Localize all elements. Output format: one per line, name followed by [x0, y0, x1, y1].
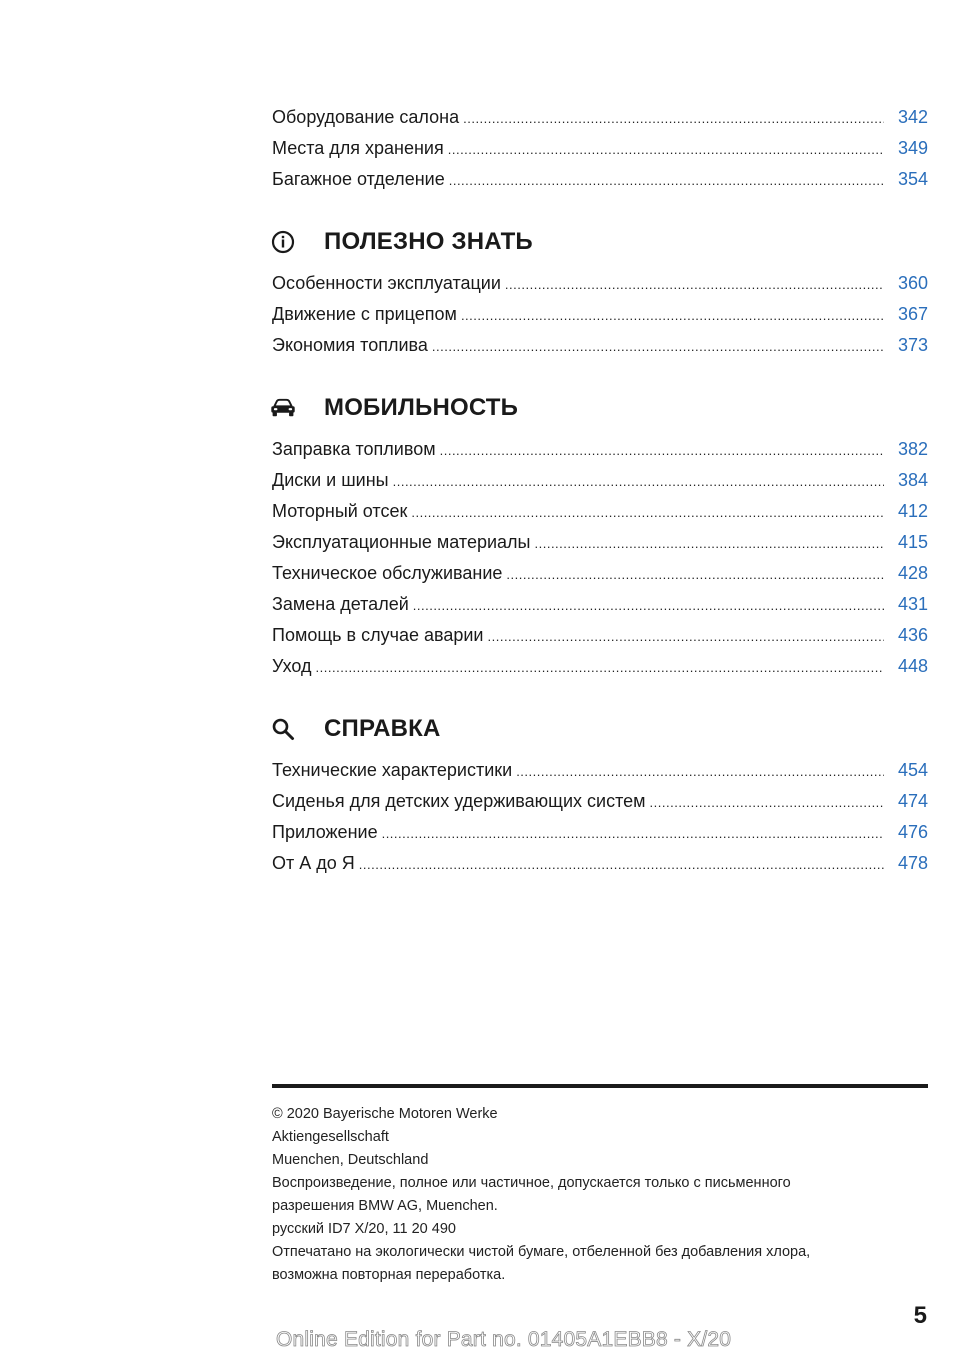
toc-entry[interactable]	[272, 530, 928, 561]
leader-dots	[413, 593, 884, 618]
toc-page-link[interactable]: 384	[897, 470, 928, 490]
leader-dots	[463, 106, 884, 131]
toc-page-link[interactable]: 478	[897, 853, 928, 873]
toc-page-link[interactable]: 431	[897, 594, 928, 614]
toc-entry-title: Места для хранения	[272, 138, 444, 158]
toc-entry-title: Техническое обслуживание	[272, 563, 503, 583]
section-heading	[270, 388, 928, 428]
info-icon	[270, 229, 296, 255]
toc-entry-title: От А до Я	[272, 853, 355, 873]
imprint-footer	[272, 1103, 928, 1287]
toc-page-link[interactable]: 412	[897, 501, 928, 521]
leader-dots	[316, 655, 884, 680]
search-icon	[270, 716, 296, 742]
leader-dots	[488, 624, 885, 649]
toc-page-link[interactable]: 474	[897, 791, 928, 811]
toc-section	[272, 388, 928, 685]
imprint-line: возможна повторная переработка.	[272, 1267, 506, 1283]
toc-entry[interactable]	[272, 136, 928, 167]
toc-page-link[interactable]: 428	[897, 563, 928, 583]
toc-section	[272, 105, 928, 198]
toc-page-link[interactable]: 415	[897, 532, 928, 552]
toc-entry[interactable]	[272, 499, 928, 530]
toc-section	[272, 709, 928, 882]
toc-entry[interactable]	[272, 333, 928, 364]
toc-entry-title: Приложение	[272, 822, 378, 842]
toc-entry[interactable]	[272, 561, 928, 592]
leader-dots	[461, 303, 884, 328]
toc-entry[interactable]	[272, 623, 928, 654]
section-heading	[270, 222, 928, 262]
toc-page-link[interactable]: 367	[897, 304, 928, 324]
leader-dots	[449, 168, 884, 193]
leader-dots	[382, 821, 884, 846]
toc-entry[interactable]	[272, 654, 928, 685]
imprint-line: © 2020 Bayerische Motoren Werke	[272, 1106, 498, 1122]
car-icon	[270, 395, 296, 421]
imprint-line: Aktiengesellschaft	[272, 1129, 389, 1145]
toc-entry-title: Оборудование салона	[272, 107, 460, 127]
leader-dots	[432, 334, 884, 359]
footer-divider	[272, 1084, 928, 1088]
leader-dots	[440, 438, 884, 463]
leader-dots	[506, 562, 884, 587]
toc-entry-title: Багажное отделение	[272, 169, 445, 189]
leader-dots	[411, 500, 884, 525]
toc-entry-title: Технические характеристики	[272, 760, 513, 780]
section-heading	[270, 709, 928, 749]
toc-entry[interactable]	[272, 851, 928, 882]
toc-page-link[interactable]: 360	[897, 273, 928, 293]
toc-entry-title: Уход	[272, 656, 312, 676]
toc-page-link[interactable]: 382	[897, 439, 928, 459]
toc-page-link[interactable]: 373	[897, 335, 928, 355]
table-of-contents	[272, 105, 928, 882]
imprint-line: Отпечатано на экологически чистой бумаге, отбеленной без добавления хлора,	[272, 1244, 811, 1260]
toc-entry-title: Замена деталей	[272, 594, 409, 614]
toc-entry-title: Особенности эксплуатации	[272, 273, 501, 293]
section-title: СПРАВКА	[324, 715, 441, 742]
toc-page-link[interactable]: 448	[897, 656, 928, 676]
toc-entry[interactable]	[272, 302, 928, 333]
toc-page-link[interactable]: 436	[897, 625, 928, 645]
toc-page-link[interactable]: 342	[897, 107, 928, 127]
toc-entry-title: Экономия топлива	[272, 335, 428, 355]
leader-dots	[393, 469, 884, 494]
leader-dots	[505, 272, 884, 297]
toc-entry[interactable]	[272, 820, 928, 851]
watermark-text: Online Edition for Part no. 01405A1EBB8 - X/20	[276, 1328, 732, 1351]
toc-section	[272, 222, 928, 364]
toc-entry[interactable]	[272, 437, 928, 468]
toc-page-link[interactable]: 454	[897, 760, 928, 780]
toc-entry-title: Заправка топливом	[272, 439, 436, 459]
leader-dots	[516, 759, 884, 784]
imprint-line: русский ID7 X/20, 11 20 490	[272, 1221, 456, 1237]
toc-entry[interactable]	[272, 468, 928, 499]
toc-entry[interactable]	[272, 758, 928, 789]
toc-entry-title: Диски и шины	[272, 470, 389, 490]
page-number: 5	[913, 1302, 927, 1329]
toc-entry[interactable]	[272, 271, 928, 302]
toc-entry-title: Моторный отсек	[272, 501, 408, 521]
toc-entry-title: Помощь в случае аварии	[272, 625, 484, 645]
imprint-line: разрешения BMW AG, Muenchen.	[272, 1198, 498, 1214]
toc-entry[interactable]	[272, 789, 928, 820]
imprint-line: Muenchen, Deutschland	[272, 1152, 429, 1168]
imprint-line: Воспроизведение, полное или частичное, допускается только с письменного	[272, 1175, 791, 1191]
toc-entry[interactable]	[272, 167, 928, 198]
leader-dots	[448, 137, 884, 162]
toc-entry-title: Эксплуатационные материалы	[272, 532, 531, 552]
toc-page-link[interactable]: 476	[897, 822, 928, 842]
leader-dots	[650, 790, 884, 815]
section-title: МОБИЛЬНОСТЬ	[324, 394, 519, 421]
section-title: ПОЛЕЗНО ЗНАТЬ	[324, 228, 533, 255]
toc-entry-title: Движение с прицепом	[272, 304, 457, 324]
toc-page-link[interactable]: 349	[897, 138, 928, 158]
toc-page-link[interactable]: 354	[897, 169, 928, 189]
toc-entry-title: Сиденья для детских удерживающих систем	[272, 791, 646, 811]
toc-entry[interactable]	[272, 592, 928, 623]
toc-entry[interactable]	[272, 105, 928, 136]
leader-dots	[359, 852, 884, 877]
leader-dots	[535, 531, 885, 556]
